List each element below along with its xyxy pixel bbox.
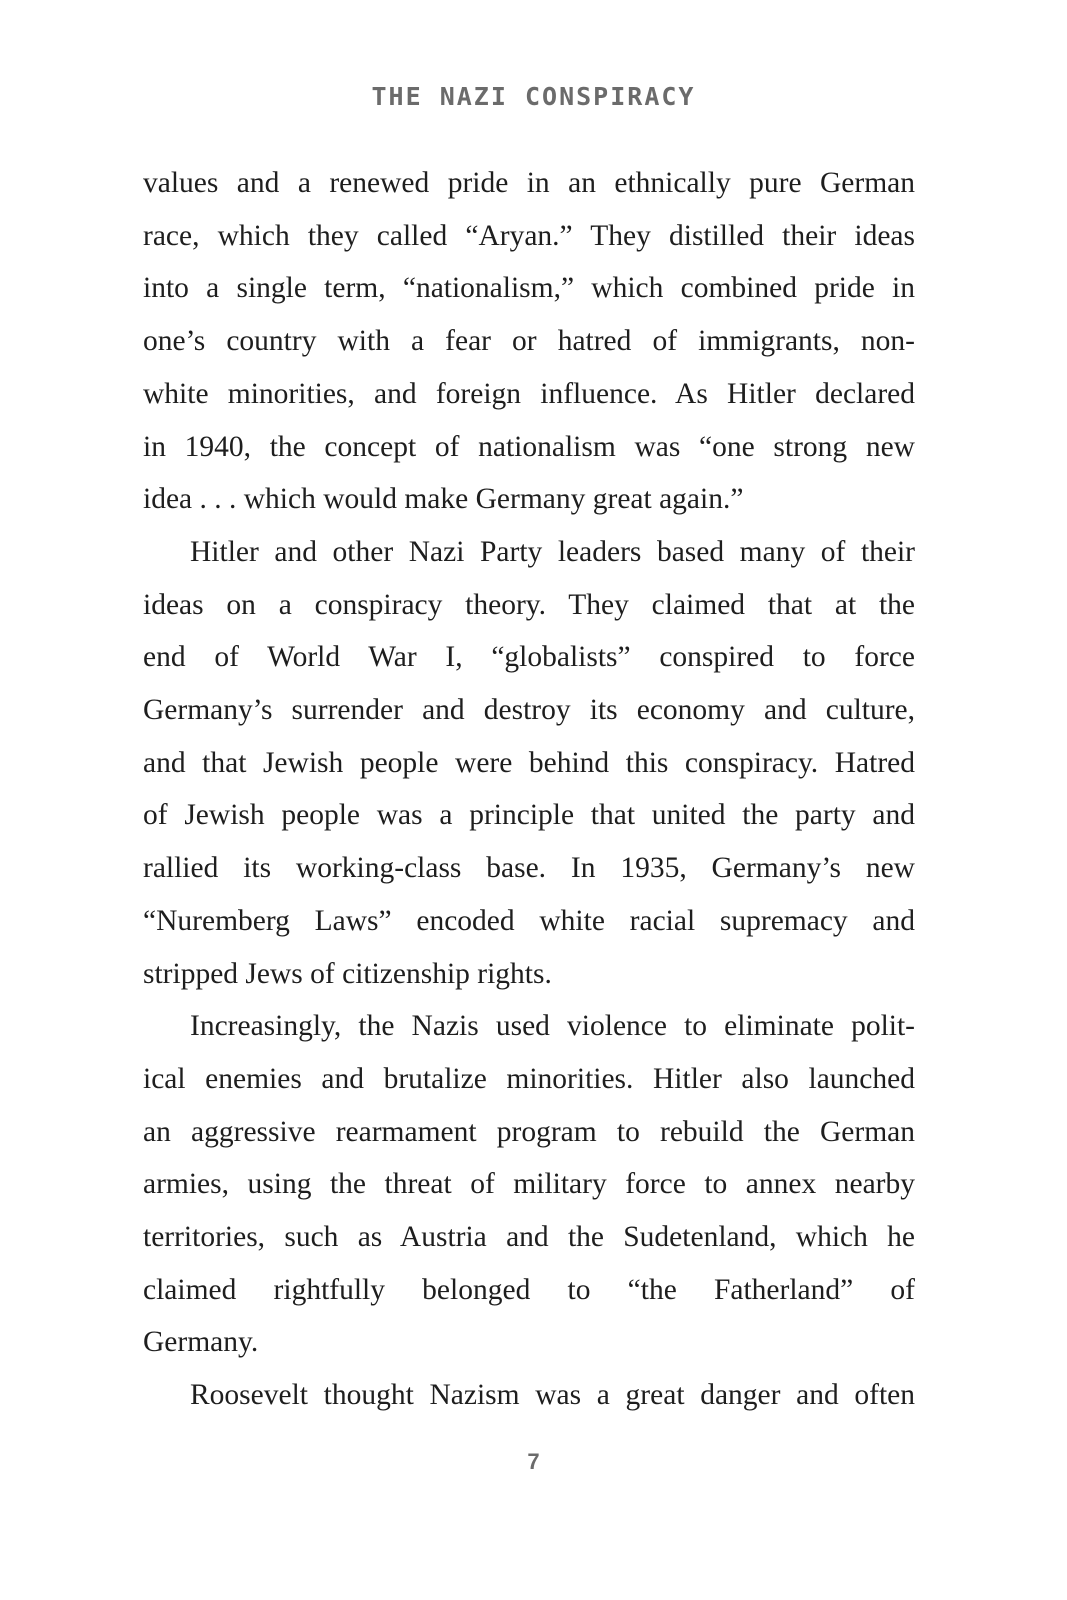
text-line: “Nuremberg Laws” encoded white racial supremacy and — [143, 904, 915, 937]
text-line: Germany. — [143, 1326, 259, 1359]
text-line: ideas on a conspiracy theory. They claimed that at the — [143, 588, 915, 621]
text-line: rallied its working-class base. In 1935, Germany’s new — [143, 852, 915, 885]
text-line: claimed rightfully belonged to “the Fatherland” of — [143, 1273, 915, 1306]
text-line: and that Jewish people were behind this conspiracy. Hatred — [143, 746, 915, 779]
text-line: an aggressive rearmament program to rebuild the German — [143, 1115, 915, 1148]
text-line: white minorities, and foreign influence. As Hitler declared — [143, 377, 915, 410]
text-line: Increasingly, the Nazis used violence to eliminate polit- — [190, 1010, 915, 1043]
text-line: in 1940, the concept of nationalism was “one strong new — [143, 430, 915, 463]
running-head: THE NAZI CONSPIRACY — [371, 82, 696, 111]
text-line: race, which they called “Aryan.” They distilled their ideas — [143, 219, 915, 252]
text-line: Hitler and other Nazi Party leaders based many of their — [190, 535, 915, 568]
text-line: values and a renewed pride in an ethnically pure German — [143, 167, 915, 199]
text-line: into a single term, “nationalism,” which combined pride in — [143, 272, 915, 305]
body-text — [143, 157, 915, 1422]
text-line: one’s country with a fear or hatred of immigrants, non- — [143, 325, 915, 358]
text-line: of Jewish people was a principle that united the party and — [143, 799, 915, 832]
text-line: stripped Jews of citizenship rights. — [143, 957, 552, 990]
text-line: territories, such as Austria and the Sudetenland, which he — [143, 1221, 915, 1254]
text-line: Germany’s surrender and destroy its economy and culture, — [143, 694, 915, 727]
text-line: Roosevelt thought Nazism was a great danger and often — [190, 1379, 915, 1412]
paragraph — [143, 157, 915, 526]
text-line: ical enemies and brutalize minorities. Hitler also launched — [143, 1062, 915, 1095]
page-number: 7 — [527, 1449, 540, 1474]
text-line: armies, using the threat of military force to annex nearby — [143, 1168, 915, 1201]
text-line: idea . . . which would make Germany great again.” — [143, 483, 744, 516]
text-line: end of World War I, “globalists” conspired to force — [143, 641, 915, 674]
paragraph — [143, 1000, 915, 1369]
paragraph — [143, 526, 915, 1000]
paragraph — [143, 1369, 915, 1422]
